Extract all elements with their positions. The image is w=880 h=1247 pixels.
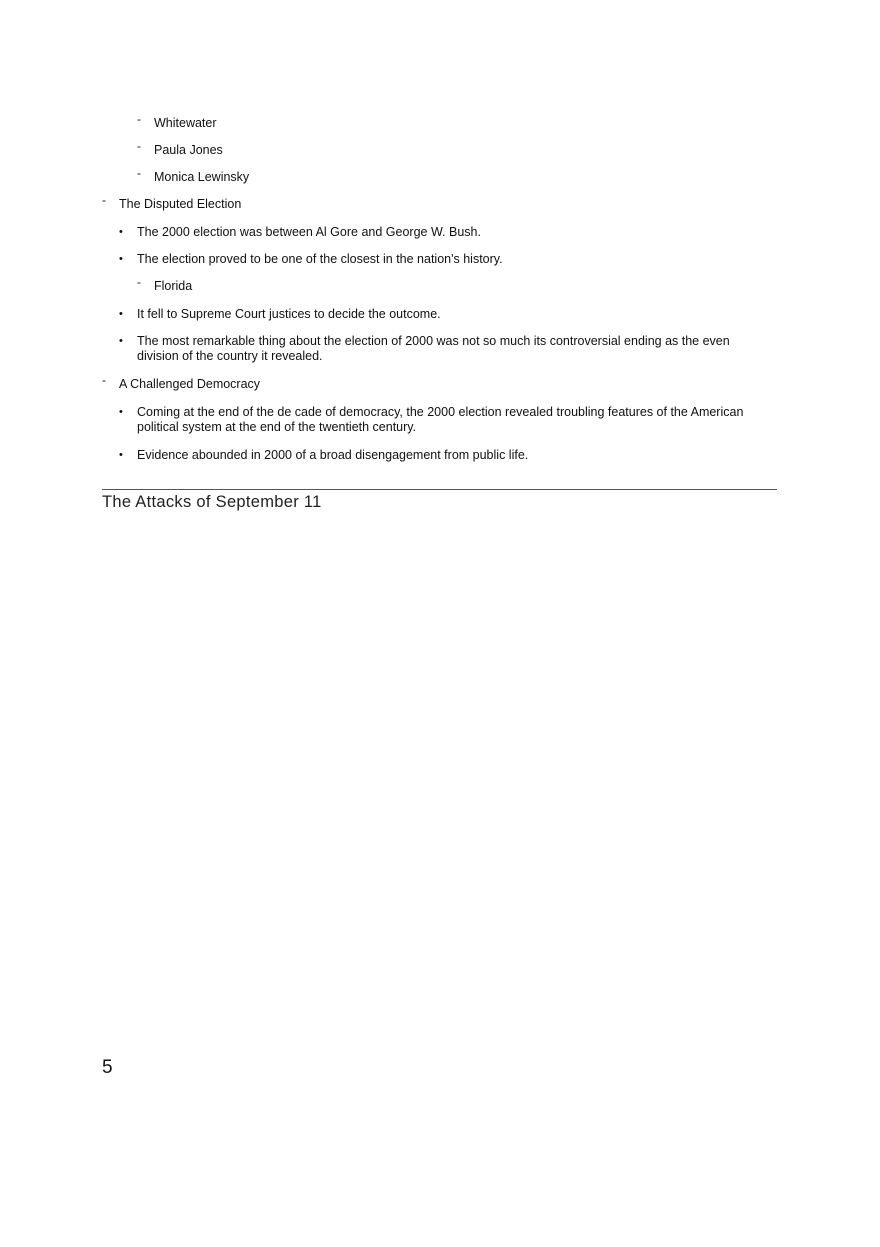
- list-item: [137, 166, 777, 185]
- list-item: [119, 252, 759, 267]
- page-number: 5: [102, 1057, 113, 1078]
- dash-marker: -: [102, 373, 106, 387]
- dash-marker: -: [137, 275, 141, 289]
- list-item: [119, 334, 759, 364]
- dash-marker: -: [137, 112, 141, 126]
- list-item: [119, 225, 759, 240]
- section-heading-item: [102, 193, 742, 212]
- list-item: [137, 275, 777, 294]
- bullet-marker: •: [119, 449, 123, 461]
- list-item-text: The most remarkable thing about the election of 2000 was not so much its controversial ending as the even division of the country it revealed.: [137, 334, 730, 363]
- list-item: [137, 139, 777, 158]
- bullet-marker: •: [119, 335, 123, 347]
- section-title: The Attacks of September 11: [102, 493, 322, 511]
- bullet-marker: •: [119, 226, 123, 238]
- bullet-marker: •: [119, 308, 123, 320]
- list-item-text: It fell to Supreme Court justices to decide the outcome.: [137, 307, 441, 321]
- bullet-marker: •: [119, 406, 123, 418]
- list-item-text: Evidence abounded in 2000 of a broad disengagement from public life.: [137, 448, 529, 462]
- list-item: [119, 448, 759, 463]
- list-item: [119, 405, 771, 435]
- list-item-text: The election proved to be one of the closest in the nation's history.: [137, 252, 503, 266]
- dash-marker: -: [137, 166, 141, 180]
- list-item-text: The Disputed Election: [119, 197, 242, 211]
- bullet-marker: •: [119, 253, 123, 265]
- dash-marker: -: [137, 139, 141, 153]
- section-heading-item: [102, 373, 742, 392]
- list-item-text: Paula Jones: [154, 143, 223, 157]
- list-item: [119, 307, 759, 322]
- list-item-text: Monica Lewinsky: [154, 170, 250, 184]
- section-divider: [102, 489, 777, 490]
- list-item-text: Florida: [154, 279, 193, 293]
- list-item-text: Coming at the end of the de cade of democracy, the 2000 election revealed troubling features of the American political system at the end of the twentieth century.: [137, 405, 744, 434]
- dash-marker: -: [102, 193, 106, 207]
- list-item-text: The 2000 election was between Al Gore and George W. Bush.: [137, 225, 481, 239]
- list-item-text: Whitewater: [154, 116, 217, 130]
- list-item-text: A Challenged Democracy: [119, 377, 261, 391]
- list-item: [137, 112, 777, 131]
